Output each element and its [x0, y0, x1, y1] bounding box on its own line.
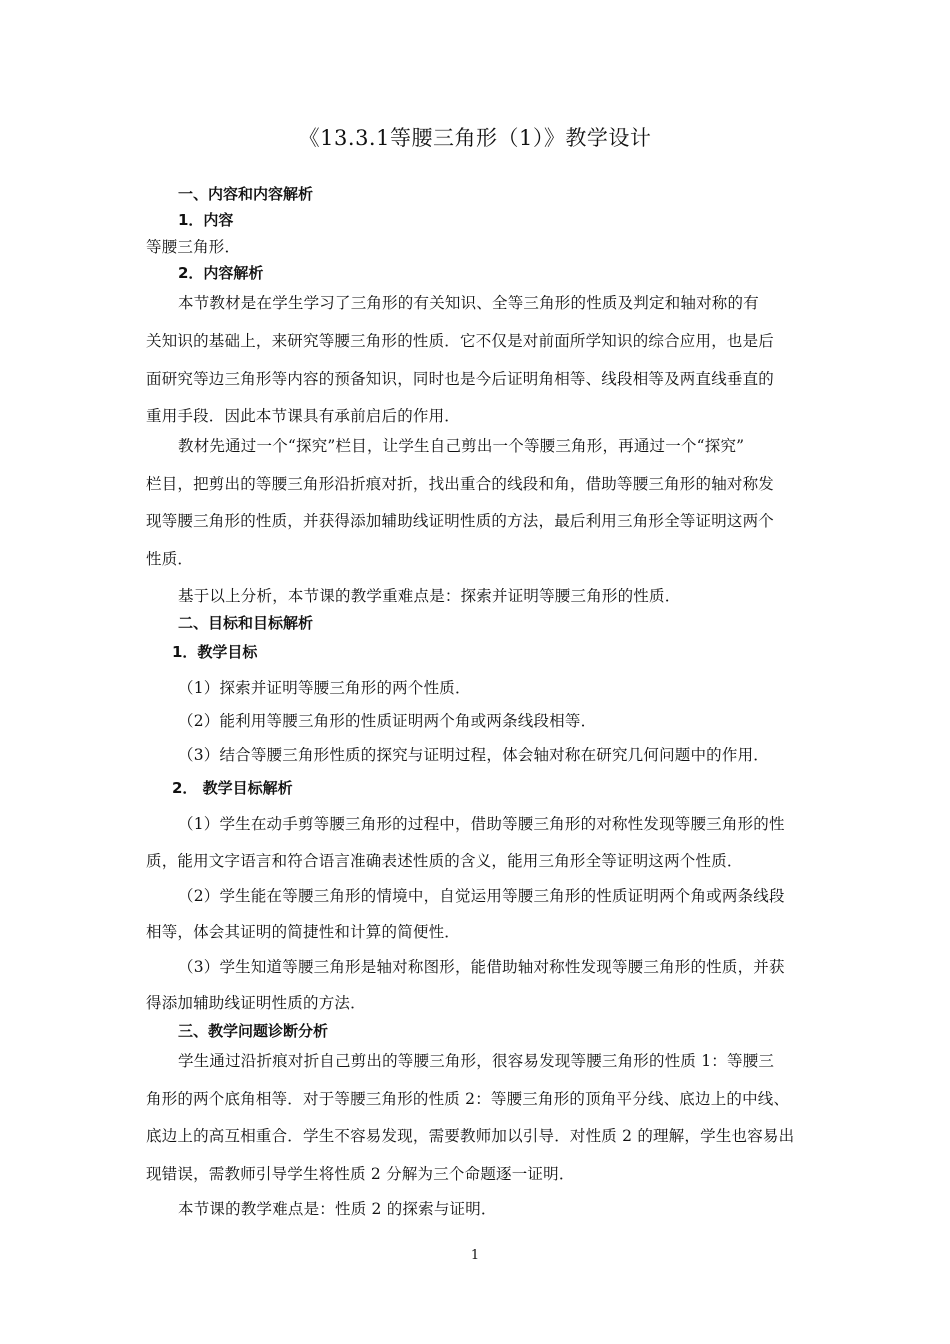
- paragraph-line: 关知识的基础上，来研究等腰三角形的性质．它不仅是对前面所学知识的综合应用，也是后: [146, 332, 775, 350]
- paragraph-line: 栏目，把剪出的等腰三角形沿折痕对折，找出重合的线段和角，借助等腰三角形的轴对称发: [146, 475, 775, 493]
- document-title: 《13.3.1等腰三角形（1）》教学设计: [298, 126, 652, 150]
- paragraph-line: 等腰三角形．: [146, 238, 241, 256]
- paragraph-line: 现错误，需教师引导学生将性质 2 分解为三个命题逐一证明．: [146, 1165, 575, 1183]
- paragraph-line: 现等腰三角形的性质，并获得添加辅助线证明性质的方法，最后利用三角形全等证明这两个: [146, 512, 775, 530]
- paragraph-line: （2）学生能在等腰三角形的情境中，自觉运用等腰三角形的性质证明两个角或两条线段: [178, 887, 785, 905]
- paragraph-line: 性质．: [146, 550, 194, 568]
- section-heading: 一、内容和内容解析: [178, 185, 314, 203]
- paragraph-line: 得添加辅助线证明性质的方法．: [146, 994, 366, 1012]
- paragraph-line: 质，能用文字语言和符合语言准确表述性质的含义，能用三角形全等证明这两个性质．: [146, 852, 743, 870]
- section-heading: 三、教学问题诊断分析: [178, 1022, 329, 1040]
- paragraph-line: 重用手段．因此本节课具有承前启后的作用．: [146, 407, 461, 425]
- subheading: 2． 教学目标解析: [172, 779, 293, 797]
- paragraph-line: 底边上的高互相重合．学生不容易发现，需要教师加以引导．对性质 2 的理解，学生也容易出: [146, 1127, 795, 1145]
- list-item: （3）结合等腰三角形性质的探究与证明过程，体会轴对称在研究几何问题中的作用．: [178, 746, 769, 764]
- page-number: 1: [470, 1248, 480, 1263]
- subheading: 1．教学目标: [172, 643, 258, 661]
- paragraph-line: 角形的两个底角相等．对于等腰三角形的性质 2：等腰三角形的顶角平分线、底边上的中线、: [146, 1090, 790, 1108]
- section-heading: 二、目标和目标解析: [178, 614, 314, 632]
- paragraph-line: 基于以上分析，本节课的教学重难点是：探索并证明等腰三角形的性质．: [178, 587, 681, 605]
- paragraph-line: 学生通过沿折痕对折自己剪出的等腰三角形，很容易发现等腰三角形的性质 1：等腰三: [178, 1052, 775, 1070]
- list-item: （2）能利用等腰三角形的性质证明两个角或两条线段相等．: [178, 712, 597, 730]
- paragraph-line: 教材先通过一个“探究”栏目，让学生自己剪出一个等腰三角形，再通过一个“探究”: [178, 437, 745, 455]
- paragraph-line: 本节课的教学难点是：性质 2 的探索与证明．: [178, 1200, 497, 1218]
- paragraph-line: （1）学生在动手剪等腰三角形的过程中，借助等腰三角形的对称性发现等腰三角形的性: [178, 815, 785, 833]
- paragraph-line: 相等，体会其证明的简捷性和计算的简便性．: [146, 923, 461, 941]
- list-item: （1）探索并证明等腰三角形的两个性质．: [178, 679, 471, 697]
- paragraph-line: 本节教材是在学生学习了三角形的有关知识、全等三角形的性质及判定和轴对称的有: [178, 294, 759, 312]
- subheading: 2．内容解析: [178, 264, 264, 282]
- paragraph-line: （3）学生知道等腰三角形是轴对称图形，能借助轴对称性发现等腰三角形的性质，并获: [178, 958, 785, 976]
- paragraph-line: 面研究等边三角形等内容的预备知识，同时也是今后证明角相等、线段相等及两直线垂直的: [146, 370, 775, 388]
- subheading: 1．内容: [178, 211, 234, 229]
